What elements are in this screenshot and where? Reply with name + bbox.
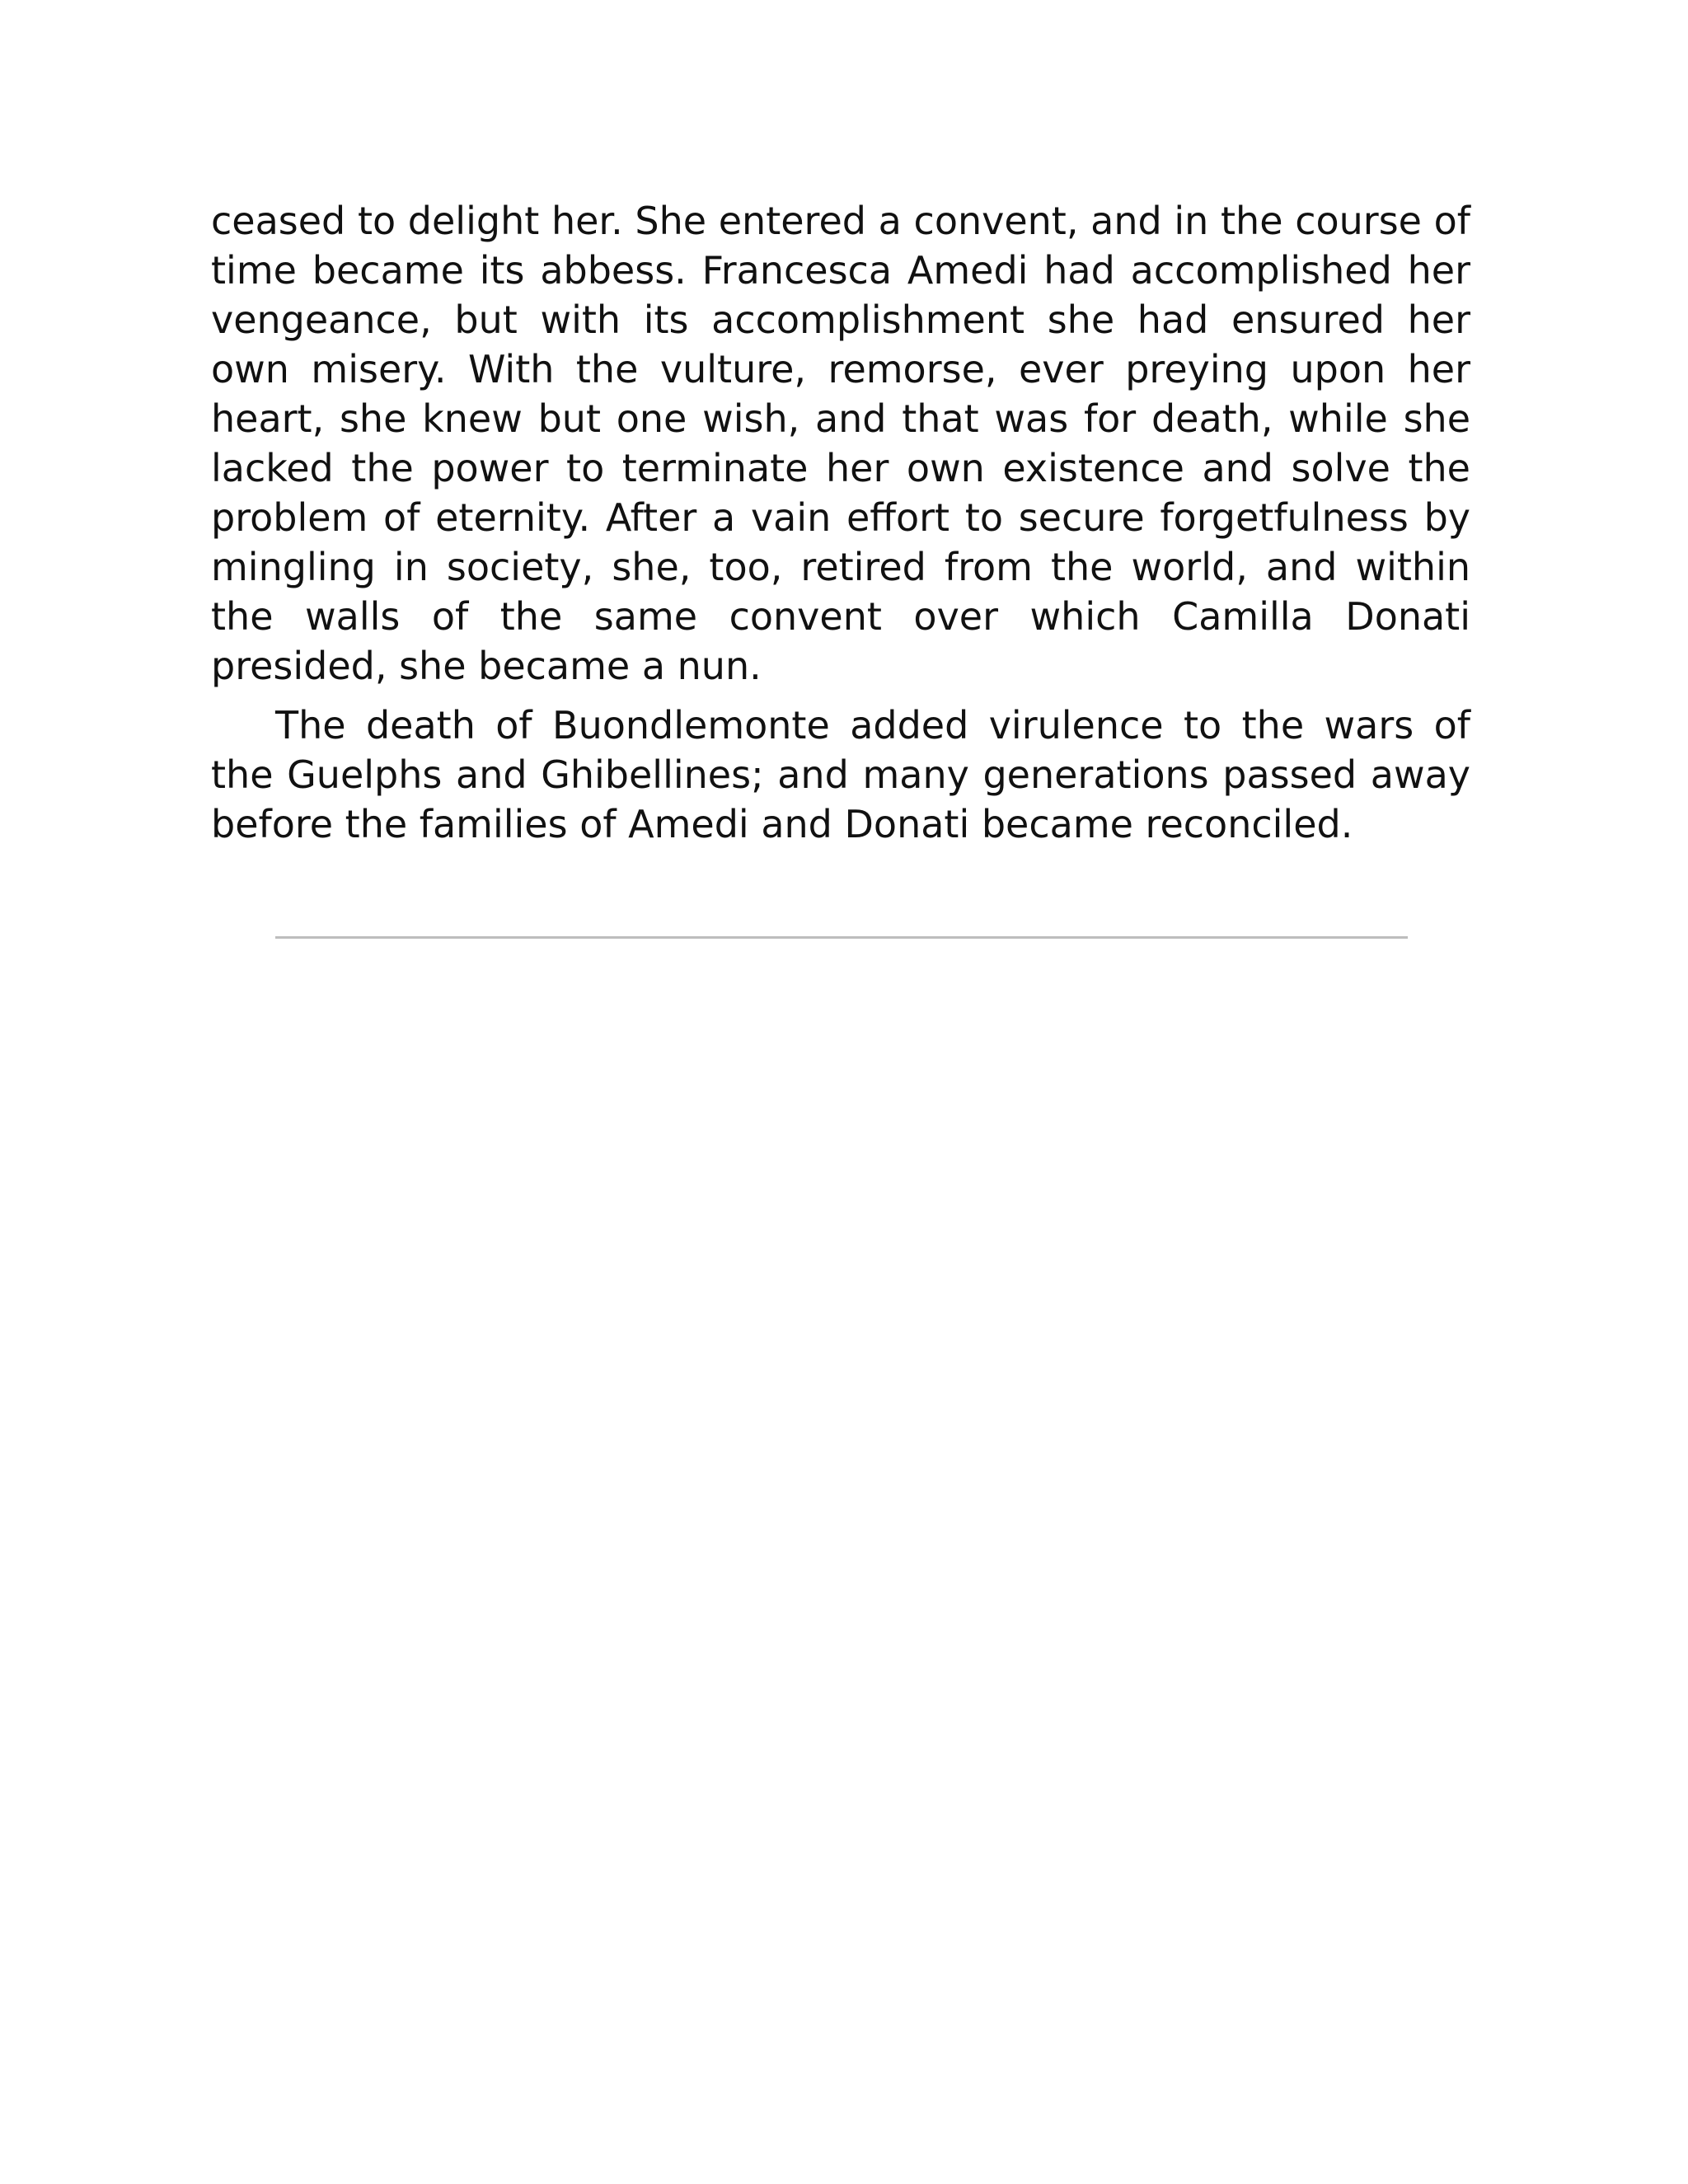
section-divider	[275, 936, 1408, 939]
paragraph: ceased to delight her. She entered a convent, and in the course of time became its abbess. Francesca Amedi had accomplished her vengeance, but with its accomplishment she had ensured her own misery. With the vulture, remorse, ever preying upon her heart, she knew but one wish, and that was for death, while she lacked the power to terminate her own existence and solve the problem of eternity. After a vain effort to secure forgetfulness by mingling in society, she, too, retired from the world, and within the walls of the same convent over which Camilla Donati presided, she became a nun.	[211, 199, 1470, 688]
body-text	[211, 196, 1470, 849]
paragraph: The death of Buondlemonte added virulence to the wars of the Guelphs and Ghibellines; and many generations passed away before the families of Amedi and Donati became reconciled.	[211, 703, 1470, 846]
